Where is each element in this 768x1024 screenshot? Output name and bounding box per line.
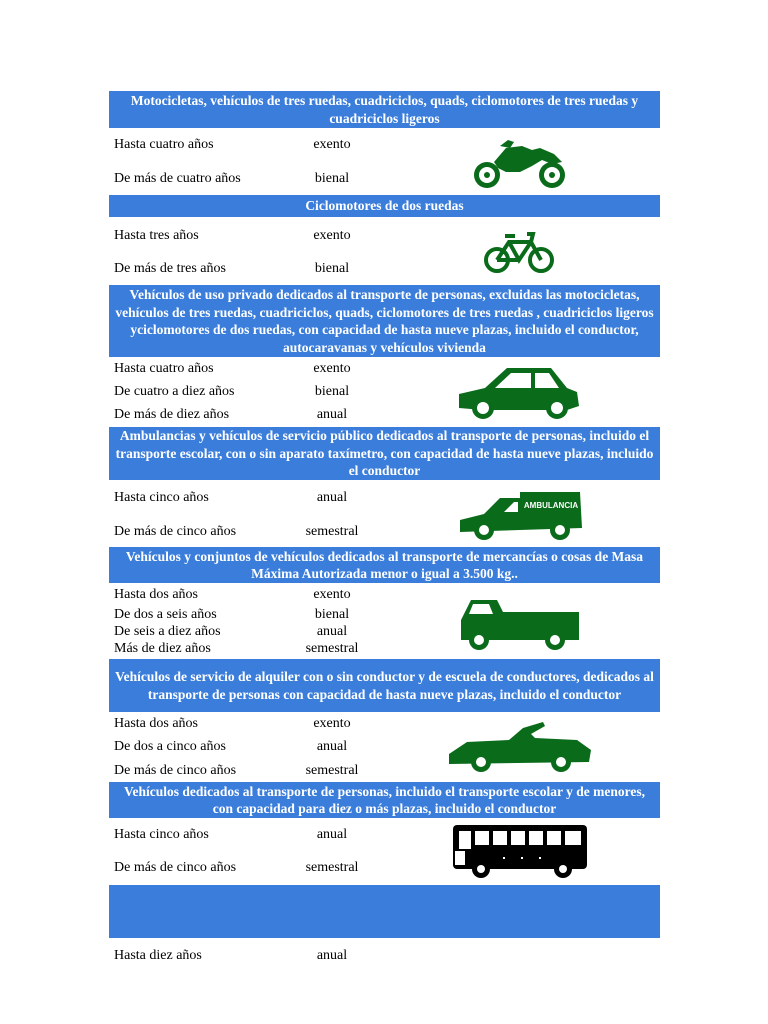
age-label: De dos a seis años xyxy=(114,607,217,622)
frequency-value: semestral xyxy=(305,860,359,875)
section-header-motorcycles: Motocicletas, vehículos de tres ruedas, cuadriciclos, quads, ciclomotores de tres ruedas y cuadriciclos ligeros xyxy=(109,91,660,128)
section-header-mopeds: Ciclomotores de dos ruedas xyxy=(109,195,660,217)
age-label: Hasta dos años xyxy=(114,587,198,602)
age-label: Más de diez años xyxy=(114,641,211,656)
age-label: De más de diez años xyxy=(114,407,230,422)
section-header-private-vehicles: Vehículos de uso privado dedicados al transporte de personas, excluidas las motocicletas, vehículos de tres ruedas, cuadriciclos, quads, ciclomotores de tres ruedas , cuadriciclos ligeros yciclomotores de dos ruedas, con capacidad de hasta nueve plazas, incluido el conductor, autocaravanas y vehículos vivienda xyxy=(109,285,660,357)
bicycle-icon xyxy=(483,230,555,276)
ambulance-icon xyxy=(456,488,584,542)
section-header-rental-vehicles: Vehículos de servicio de alquiler con o sin conductor y de escuela de conductores, dedicados al transporte de personas con capacidad de hasta nueve plazas, incluido el conductor xyxy=(109,659,660,712)
frequency-value: anual xyxy=(316,739,348,754)
age-label: De más de tres años xyxy=(114,261,226,276)
age-label: Hasta cinco años xyxy=(114,827,209,842)
car-icon xyxy=(455,364,581,422)
section-header-buses: Vehículos dedicados al transporte de personas, incluido el transporte escolar y de menores, con capacidad para diez o más plazas, incluido el conductor xyxy=(109,782,660,818)
age-label: De más de cuatro años xyxy=(114,171,241,186)
section-header-empty xyxy=(109,885,660,938)
ambulance-icon-text: AMBULANCIA xyxy=(523,501,579,510)
frequency-value: bienal xyxy=(314,384,350,399)
motorcycle-icon xyxy=(472,136,568,190)
age-label: Hasta dos años xyxy=(114,716,198,731)
frequency-value: semestral xyxy=(305,641,359,656)
section-header-ambulances: Ambulancias y vehículos de servicio público dedicados al transporte de personas, incluido el transporte escolar, con o sin aparato taxímetro, con capacidad de hasta nueve plazas, incluido el conductor xyxy=(109,427,660,480)
frequency-value: bienal xyxy=(314,607,350,622)
age-label: Hasta tres años xyxy=(114,228,199,243)
frequency-value: semestral xyxy=(305,524,359,539)
frequency-value: anual xyxy=(316,948,348,963)
frequency-value: exento xyxy=(313,361,351,376)
section-header-goods-vehicles: Vehículos y conjuntos de vehículos dedicados al transporte de mercancías o cosas de Masa Máxima Autorizada menor o igual a 3.500 kg.. xyxy=(109,547,660,583)
age-label: De seis a diez años xyxy=(114,624,221,639)
age-label: Hasta cinco años xyxy=(114,490,209,505)
convertible-car-icon xyxy=(447,720,593,776)
frequency-value: bienal xyxy=(314,171,350,186)
frequency-value: anual xyxy=(316,624,348,639)
frequency-value: exento xyxy=(313,228,351,243)
age-label: De cuatro a diez años xyxy=(114,384,235,399)
frequency-value: semestral xyxy=(305,763,359,778)
age-label: De más de cinco años xyxy=(114,860,237,875)
frequency-value: anual xyxy=(316,827,348,842)
frequency-value: anual xyxy=(316,490,348,505)
frequency-value: anual xyxy=(316,407,348,422)
age-label: De más de cinco años xyxy=(114,524,237,539)
frequency-value: bienal xyxy=(314,261,350,276)
age-label: Hasta cuatro años xyxy=(114,361,214,376)
frequency-value: exento xyxy=(313,716,351,731)
pickup-truck-icon xyxy=(457,596,583,652)
age-label: Hasta cuatro años xyxy=(114,137,214,152)
bus-icon xyxy=(451,823,589,881)
age-label: Hasta diez años xyxy=(114,948,202,963)
frequency-value: exento xyxy=(313,137,351,152)
age-label: De más de cinco años xyxy=(114,763,237,778)
age-label: De dos a cinco años xyxy=(114,739,226,754)
frequency-value: exento xyxy=(313,587,351,602)
